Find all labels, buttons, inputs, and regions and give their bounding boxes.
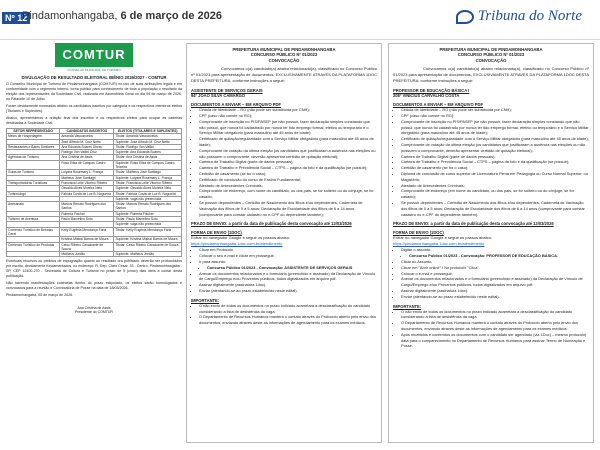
- list-item: • Certidão de casamento (se for o caso);: [199, 171, 377, 177]
- list-item: • Anexar os documentos relacionados e o formulário (preenchido e assinado) da Declaração de Vínculo de Cargo/Emprego e/ou Proventos públicos, todos digitalizados em arquivo pdf.: [401, 276, 589, 288]
- table-row: [7, 252, 182, 257]
- table-cell: Guias de Turismo: [7, 170, 60, 175]
- table-row: [7, 170, 182, 175]
- list-item: • Certificado de conclusão do curso de Ensino Fundamental;: [199, 177, 377, 183]
- list-item: • Ir para assunto:: [199, 259, 377, 265]
- convocation-heading-3: CONVOCAÇÃO: [475, 57, 507, 63]
- table-cell: Titular: Ana Cristina de Assis: [114, 155, 182, 160]
- table-cell: Osvaldo Alves Moreira Neto: [60, 186, 114, 191]
- list-item: • Anexar os documentos relacionados e o formulário (preenchido e assinado) da Declaração de Vínculo de Cargo/Emprego e/ou Proventos públicos, todos digitalizados em arquivo pdf.: [199, 271, 377, 283]
- list-item: • Colocar o e-mail e prosseguir.: [401, 271, 589, 277]
- list-item: • Certificado de quitação/regularidade com o Serviço Militar obrigatório (para masculino até 45 anos de idade);: [199, 136, 377, 148]
- list-item: • Comprovante de votação da última eleição (os candidatos que justificaram a ausência nas eleições ou não possuem o comprovante, deverão apresentar certidão de quitação eleitoral);: [199, 148, 377, 160]
- list-item: • Cédula de Identidade – RG (não pode ser substituída por CNH);: [401, 107, 589, 113]
- convocation-intro: Convocamos o(a) candidato(a) abaixo relacionado(a), classificado no Concurso Público nº 01/2023 para apresentação de documentos, EXCLUSIVAMENTE ATRAVÉS DA PLATAFORMA 1DOC DESTA PREFEITURA, conforme instruções a seguir:: [393, 66, 589, 84]
- list-item: • Comprovante de inscrição no PIS/PASEP (se não possuir, fazer declaração simples constando que não possui, que nunca foi cadastrado por nunca ter tido emprego formal, efetivo ou temporário e o Serviço Militar obrigatório (para masculino até 45 anos de idade);: [401, 119, 589, 136]
- comtur-paragraph: Pindamonhangaba, 05 de março de 2026.: [6, 293, 74, 298]
- convocation-heading-1: PREFEITURA MUNICIPAL DE PINDAMONHANGABA: [232, 47, 336, 52]
- table-header-cell: SETOR REPRESENTADO: [7, 129, 60, 134]
- comtur-paragraph: Eventuais recursos ou pedidos de impugnação quanto ao resultado ora publicado deverão ser protocolados por escrito, devidamente fundamentados, no endereço: R. Dep. Claro César, 33 - Centro, Pindamonhangaba - SP, CEP 12400-270 - Secretaria de Cultura e Turismo no prazo de 5 (cinco) dias úteis a contar desta publicação.: [6, 259, 182, 279]
- platform-link[interactable]: https://pindamonhangaba.1doc.com.br/atendimento: [191, 241, 283, 247]
- signature-name: Ana Cristina de Assis: [77, 306, 111, 311]
- column-convocacao-2: [388, 43, 594, 443]
- documents-heading: DOCUMENTOS A ENVIAR – EM ARQUIVO PDF: [191, 102, 281, 108]
- form-intro: Entrar no navegador Google e seguir os passos abaixo:: [191, 235, 290, 241]
- table-cell: Suplente: Osvaldo Alves Moreira Neto: [114, 186, 182, 191]
- steps-list: [199, 247, 377, 264]
- list-item: • O não envio de todos os documentos no prazo indicado acarretará a desclassificação do candidato considerando a lista de desistência da vaga.: [199, 303, 377, 315]
- table-cell: [7, 160, 60, 170]
- table-cell: Suplente: vaga não preenchida: [114, 196, 182, 201]
- convocation-heading-2: CONCURSO PÚBLICO Nº 01/2023: [250, 52, 318, 58]
- documents-list: [401, 107, 589, 217]
- list-item: • O Departamento de Recursos Humanos manterá o contato através do Protocolo aberto pelo envio dos documentos, enviando através deste as informações de agendamento para os exames médicos.: [401, 320, 589, 332]
- list-item: • Se possuir dependentes – Certidão de Nascimento dos filhos e/ou dependentes, Caderneta de Vacinação dos filhos de 0 a 5 anos; Declaração de Escolaridade dos filhos de 6 a 14 anos (comprovante para constar cadastro no e-CPF do dependente também).: [401, 200, 589, 217]
- deadline: PRAZO DE ENVIO: a partir da data de publicação desta convocação até 13/03/2026: [393, 221, 554, 227]
- documents-heading: DOCUMENTOS A ENVIAR – EM ARQUIVO PDF: [393, 102, 483, 108]
- list-item: • Comprovante de endereço, com nome do candidato, ou dos pais, se for solteiro ou do cônjuge, se for casado;: [199, 188, 377, 200]
- table-cell: Suplente: Matheus Jordão: [114, 252, 182, 257]
- list-item: • Clicar no Assunto.: [401, 259, 589, 265]
- table-row: [7, 160, 182, 170]
- comtur-logo-subtitle: CONSELHO MUNICIPAL DE TURISMO: [67, 68, 121, 72]
- table-cell: Luiyara Rosemary L. França: [60, 170, 114, 175]
- table-cell: Suplente: Ana Eduarda Soares: [114, 150, 182, 155]
- table-body: [7, 134, 182, 257]
- table-cell: Kelly Eugênia Mendonça Faria: [60, 227, 114, 237]
- table-header-cell: CANDIDATOS INSCRITOS: [60, 129, 114, 134]
- table-cell: Artesanato: [7, 202, 60, 212]
- table-cell: Agências de Turismo: [7, 155, 60, 160]
- candidate-name: 208º VINÍCIUS CARVALHO COSTA: [393, 93, 460, 99]
- list-item: • Após recebidos e conferidos os documentos com o candidato ser agendado (via 1Doc) – mesmo protocolo) data para o comparecimento no Departamento de Recursos Humanos para assinar Termo de Nomeação e Posse.: [401, 332, 589, 349]
- documents-list: [199, 107, 377, 217]
- important-list: [401, 309, 589, 350]
- job-title: ASSISTENTE DE SERVIÇOS GERAIS: [191, 88, 263, 94]
- table-cell: Turismo de Aventura: [7, 217, 60, 222]
- table-cell: Suplente: José Alfredo M. Cruz Netto: [114, 139, 182, 144]
- table-row: [7, 242, 182, 252]
- table-cell: Rodrigo Von Vallini Cruz: [60, 150, 114, 155]
- comtur-paragraph: Não havendo manifestações contrárias dentro do prazo estipulado, os eleitos serão homologados e convocados para a reunião e Convocatória de Posse na data de 18/03/2026.: [6, 281, 182, 291]
- column-comtur: [6, 43, 182, 443]
- form-intro: Entrar no navegador Google e seguir os passos abaixo:: [393, 235, 492, 241]
- list-item: • Cédula de Identidade – RG (não pode ser substituída por CNH);: [199, 107, 377, 113]
- signature-block: [6, 306, 182, 314]
- page-number: Nº 12: [2, 12, 30, 24]
- list-item: • Se possuir dependentes – Certidão de Nascimento dos filhos e/ou dependentes, Caderneta de Vacinação dos filhos de 0 a 5 anos; Declaração de Escolaridade dos filhos de 6 a 14 anos (comprovante para constar cadastro no e-CPF do dependente também);: [199, 200, 377, 217]
- table-cell: Ana Cristina de Assis: [60, 155, 114, 160]
- table-cell: Suplente: Roberta Fischer: [114, 211, 182, 216]
- table-cell: Amanda Vasconcelos: [60, 134, 114, 139]
- table-cell: Titular: Amanda Vasconcelos: [114, 134, 182, 139]
- list-item: • Clicar em "Abrir online" / No protocolo "Clica".: [401, 265, 589, 271]
- list-item: • CPF (caso não conste no RG);: [199, 113, 377, 119]
- signature-role: Presidente do COMTUR: [75, 310, 113, 315]
- list-item: • O não envio de todos os documentos no prazo indicado acarretará a desclassificação do candidato considerando a lista de desistência da vaga.: [401, 309, 589, 321]
- table-cell: Ana Eduarda Soares Dirceu: [60, 144, 114, 149]
- deadline: PRAZO DE ENVIO: a partir da data de publicação desta convocação até 13/03/2026: [191, 221, 352, 227]
- dateline: [22, 10, 222, 22]
- important-heading: IMPORTANTE:: [393, 303, 422, 309]
- table-cell: Restaurantes e Bares Similares: [7, 144, 60, 149]
- list-item: • Carteira de Trabalho e Previdência Social – CTPS – página da foto e da qualificação (se possuir);: [199, 165, 377, 171]
- job-title: PROFESSOR DE EDUCAÇÃO BÁSICA I: [393, 88, 470, 94]
- platform-link[interactable]: https://pindamonhangaba.1doc.com.br/atendimento: [393, 241, 485, 247]
- list-item: • Atestado de Antecedentes Criminais;: [199, 183, 377, 189]
- list-item: • Diploma de conclusão de curso superior de Licenciatura Plena em Pedagogia ou Curso Normal Superior; ou Magistério;: [401, 171, 589, 183]
- comtur-paragraph: Foram devidamente nomeados abaixo os candidatos inscritos por categoria e os respectivos membros eleitos (Titulares e Suplentes).: [6, 104, 182, 113]
- table-header-row: [7, 129, 182, 134]
- steps-list-2: [199, 271, 377, 294]
- list-item: • Comprovante de inscrição no PIS/PASEP (se não possuir, fazer declaração simples constando que não possui, que nunca foi cadastrado por nunca ter tido emprego formal, efetivo ou temporário e o Serviço Militar obrigatório (para masculino até 45 anos de idade);: [199, 119, 377, 136]
- table-header-cell: ELEITOS (TITULARES E SUPLENTES): [114, 129, 182, 134]
- table-cell: Titular: Fabiola Costa de Luz B. Nogueira: [114, 191, 182, 196]
- list-item: • CPF (caso não conste no RG);: [401, 113, 589, 119]
- list-item: • Enviar (atentando-se ao prazo estabelecido neste edital).: [199, 288, 377, 294]
- comtur-paragraph: O Conselho Municipal de Turismo de Pindamonhangaba (COMTUR) no uso de suas atribuições legais e em conformidade com o regimento interno, torna público para conhecimento de toda a população o resultado da eleição dos representantes da Sociedade Civil, realizada em Assembleia Geral no dia 04 de março de 2026, no Palacete 10 de Julho.: [6, 82, 182, 101]
- table-cell: Kristina Mistral Barros de Moura: [60, 237, 114, 242]
- comtur-logo: COMTUR: [55, 43, 133, 67]
- table-cell: Suplente: vaga não preenchida: [114, 222, 182, 227]
- table-cell: Matheus Jordão: [60, 252, 114, 257]
- list-item: • O Departamento de Recursos Humanos manterá o contato através do Protocolo aberto pelo envio dos documentos, enviando através deste as informações de agendamento para os exames médicos.: [199, 314, 377, 326]
- table-cell: Titular: Marcos Renato Rodrigues dos Santos: [114, 202, 182, 212]
- candidate-name: 94º JOAO SILVA CAMARGO: [191, 93, 245, 99]
- list-item: • Comprovante de votação da última eleição (os candidatos que justificaram a ausência nas eleições ou não possuem o comprovante, deverão apresentar certidão de quitação eleitoral);: [401, 142, 589, 154]
- brand-logo-icon: [456, 10, 474, 24]
- table-cell: Marcos Renato Rodrigues dos Santos: [60, 202, 114, 212]
- important-heading: IMPORTANTE:: [191, 297, 220, 303]
- table-row: [7, 227, 182, 237]
- table-cell: Titular: Francisca Leite Vitorino Ribeiro: [114, 180, 182, 185]
- date: 6 de março de 2026: [120, 10, 222, 22]
- page-header: [0, 0, 600, 40]
- table-cell: Fabiola Costa de Luz B. Nogueira: [60, 191, 114, 196]
- list-item: • Comprovante de endereço (em nome do candidato, ou dos pais, se for solteiro ou do cônjuge, se for casado);: [401, 188, 589, 200]
- table-cell: Matheus José Santiago: [60, 175, 114, 180]
- table-cell: Titular: Matheus José Santiago: [114, 170, 182, 175]
- table-cell: Rosa Elisa de Campos Castro: [60, 160, 114, 170]
- important-list: [199, 303, 377, 326]
- newspaper-brand: [456, 8, 582, 25]
- city: Pindamonhangaba,: [22, 10, 121, 22]
- convocation-intro: Convocamos o(a) candidato(a) abaixo relacionado(a), classificado no Concurso Público nº 01/2023 para apresentação de documentos, EXCLUSIVAMENTE ATRAVÉS DA PLATAFORMA 1DOC DESTA PREFEITURA, conforme instruções a seguir:: [191, 66, 377, 84]
- form-title: FORMA DE ENVIO (1DOC): [191, 230, 242, 236]
- table-cell: [7, 252, 60, 257]
- table-cell: Titular: Kelly Eugênia Mendonça Faria: [114, 227, 182, 237]
- table-cell: Titular: Paulo Marcelino Soto: [114, 217, 182, 222]
- convocation-heading-2: CONCURSO PÚBLICO Nº 01/2023: [457, 52, 525, 58]
- table-cell: Comércio Turístico de Bebidas Geral: [7, 227, 60, 237]
- list-item: • Enviar (atentando-se ao prazo estabelecido neste edital).: [401, 294, 589, 300]
- brand-name: Tribuna do Norte: [477, 8, 582, 24]
- list-item: • Carteira de Trabalho Digital (parte de dados pessoais);: [401, 154, 589, 160]
- convocation-heading-3: CONVOCAÇÃO: [268, 57, 300, 63]
- table-cell: Suplente: Rosa Elisa de Campos Castro Teixeira: [114, 160, 182, 170]
- list-item: • Colocar o seu e-mail e clicar em prosseguir.: [199, 253, 377, 259]
- list-item: • Clicar em Protocolo.: [199, 247, 377, 253]
- table-cell: Titular: Celso Ribeiro Cavalcante de Souza: [114, 242, 182, 252]
- list-item: • Certidão de casamento (se for o caso);: [401, 165, 589, 171]
- table-cell: Paulo Marcelino Soto: [60, 217, 114, 222]
- list-item: • Certificado de quitação/regularidade com o Serviço Militar obrigatório (para masculino até 45 anos de idade);: [401, 136, 589, 142]
- list-item: • Assinar digitalmente (assinatura 1doc).: [199, 282, 377, 288]
- table-cell: Titular: Rodrigo Von Vallini: [114, 144, 182, 149]
- table-row: [7, 202, 182, 212]
- table-cell: Comércio Turístico de Produtos: [7, 242, 60, 252]
- comtur-paragraph: Abaixo, apresentamos a relação final dos inscritos e os respectivos eleitos para ocupar as cadeiras destinadas à Sociedade Civil:: [6, 116, 182, 125]
- subject-item: • Concurso Público 01/2023 - Convocação: PROFESSOR DE EDUCAÇÃO BÁSICA.: [409, 253, 589, 259]
- list-item: • Carteira de Trabalho e Previdência Social – CTPS – página da foto e da qualificação (se possuir);: [401, 159, 589, 165]
- table-row: [7, 180, 182, 185]
- table-cell: Suplente: Luiyara Rosemary L. França: [114, 175, 182, 180]
- list-item: • Assinar digitalmente (assinatura 1doc).: [401, 288, 589, 294]
- election-results-table: [6, 128, 182, 257]
- table-cell: Roberta Fischer: [60, 211, 114, 216]
- table-cell: Turismólogo: [7, 191, 60, 196]
- subject-item: • Concurso Público 01/2023 - Convocação: ASSISTENTE DE SERVIÇOS GERAIS: [207, 265, 377, 271]
- steps-list-2: [401, 259, 589, 300]
- list-item: • Digitar o assunto:: [401, 247, 589, 253]
- table-cell: Francisca Leite Vitorino Ribeiro: [60, 180, 114, 185]
- table-cell: Suplente: Kristina Mistral Barros de Moura: [114, 237, 182, 242]
- form-title: FORMA DE ENVIO (1DOC): [393, 230, 444, 236]
- list-item: • Carteira de Trabalho Digital (parte de dados pessoais);: [199, 159, 377, 165]
- table-cell: Transportadoras Turísticas: [7, 180, 60, 185]
- column-convocacao-1: [186, 43, 382, 443]
- table-cell: Celso Ribeiro Cavalcante de Souza: [60, 242, 114, 252]
- table-cell: Meios de Hospedagem: [7, 134, 60, 139]
- convocation-heading-1: PREFEITURA MUNICIPAL DE PINDAMONHANGABA: [439, 47, 543, 52]
- list-item: • Atestado de Antecedentes Criminais;: [401, 183, 589, 189]
- comtur-title: DIVULGAÇÃO DE RESULTADO ELEITORAL BIÊNIO 2026/2027 - COMTUR: [21, 75, 167, 80]
- table-cell: José Alfredo M. Cruz Netto: [60, 139, 114, 144]
